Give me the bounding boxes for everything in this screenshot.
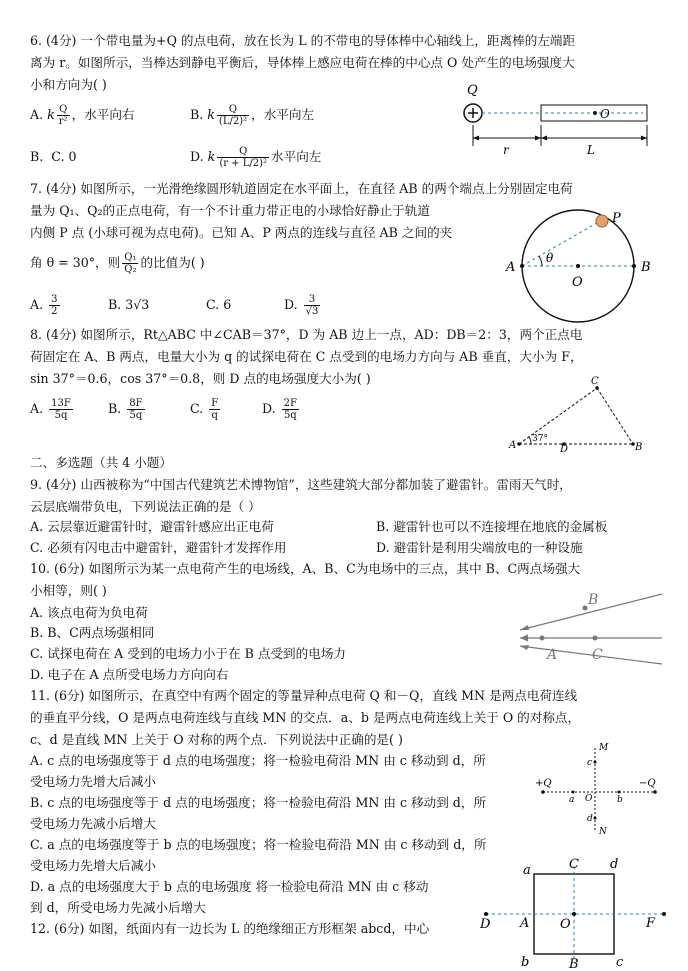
q8-line3: sin 37°＝0.6，cos 37°＝0.8，则 D 点的电场强度大小为( ) (30, 371, 371, 386)
q9-option-b[interactable]: B. 避雷针也可以不连接埋在地底的金属板 (376, 519, 608, 534)
q7-figure (500, 200, 670, 325)
q8-option-b[interactable]: B. $\frac{8F}{5q}$ (108, 398, 143, 421)
q12-fig-d-label: d (610, 857, 619, 872)
q6-option-c[interactable]: B. C. 0 (30, 149, 77, 164)
q6-option-a[interactable]: A. k $\frac{Q}{\text{r²}}$ ，水平向右 (30, 104, 135, 127)
q6-b-fraction: $\frac{Q}{\text{(L/2)²}}$ (218, 104, 248, 127)
q10-line1: 10. (6分) 如图所示为某一点电荷产生的电场线，A、B、C为电场中的三点，其中 B、C两点场强大 (30, 561, 581, 576)
q8-line2: 荷固定在 A、B 两点，电量大小为 q 的试探电荷在 C 点受到的电场力方向与 AB 垂直，大小为 F， (30, 349, 583, 364)
q6-line2: 离为 r。如图所示，当棒达到静电平衡后，导体棒上感应电荷在棒的中心点 O 处产生的电场强度大 (30, 55, 575, 70)
q10-fig-c-label: C (592, 647, 603, 663)
q6-fig-l-label: L (587, 143, 595, 157)
q7-option-a[interactable]: A. $\frac{3}{2}$ (30, 294, 58, 317)
q12-figure (478, 854, 678, 971)
point-a (540, 636, 545, 641)
q11-fig-n-label: N (599, 827, 607, 837)
q8-fig-b-label: B (635, 442, 643, 452)
q11-fig-minus-q-label: −Q (639, 778, 656, 789)
q9-line2: 云层底端带负电，下列说法正确的是（ ） (30, 499, 261, 514)
q7-line3: 内侧 P 点 (小球可视为点电荷)。已知 A、P 两点的连线与直径 AB 之间的夹 (30, 225, 453, 240)
q11-fig-a-label: a (569, 795, 575, 805)
q6-fig-q-label: Q (467, 83, 478, 98)
q12-line1: 12. (6分) 如图，纸面内有一边长为 L 的绝缘细正方形框架 abcd，中心 (30, 921, 430, 936)
q11-option-c-line2[interactable]: 受电场力先增大后减小 (30, 858, 156, 873)
line-ap (522, 220, 602, 266)
q7-option-d[interactable]: D. $\frac{3}{√3}$ (284, 294, 319, 317)
q11-fig-m-label: M (599, 743, 609, 753)
q6-option-b[interactable]: B. k $\frac{Q}{\text{(L/2)²}}$ ，水平向左 (190, 104, 315, 127)
field-line-bottom (520, 646, 662, 664)
q8-fig-a-label: A (509, 440, 517, 451)
q10-option-a[interactable]: A. 该点电荷为负电荷 (30, 605, 148, 620)
q11-option-b-line1[interactable]: B. c 点的电场强度等于 d 点的电场强度；将一检验电荷沿 MN 由 c 移动到 d，所 (30, 795, 487, 810)
point-c (593, 636, 598, 641)
q9-option-d[interactable]: D. 避雷针是利用尖端放电的一种设施 (376, 540, 583, 555)
q8-line1: 8. (4分) 如图所示，Rt△ABC 中∠CAB＝37°，D 为 AB 边上一点，AD：DB＝2：3，两个正点电 (30, 327, 583, 342)
q7-line1: 7. (4分) 如图所示，一光滑绝缘圆形轨道固定在水平面上，在直径 AB 的两个端点上分别固定电荷 (30, 181, 573, 196)
q11-option-b-line2[interactable]: 受电场力先减小后增大 (30, 816, 156, 831)
q6-line3: 小和方向为( ) (30, 77, 107, 92)
q8-option-d[interactable]: D. $\frac{2F}{5q}$ (262, 398, 297, 421)
q8-fig-c-label: C (591, 376, 599, 387)
q10-fig-b-label: B (588, 592, 599, 608)
side-cb (597, 388, 633, 444)
q9-option-a[interactable]: A. 云层靠近避雷针时，避雷针感应出正电荷 (30, 519, 274, 534)
q11-option-a-line1[interactable]: A. c 点的电场强度等于 d 点的电场强度；将一检验电荷沿 MN 由 c 移动到 d，所 (30, 753, 486, 768)
q12-fig-F-label: F (646, 916, 656, 931)
q12-fig-A-label: A (520, 916, 530, 931)
q8-fig-d-label: D (560, 444, 569, 452)
q8-option-c[interactable]: C. $\frac{F}{q}$ (190, 398, 219, 421)
q7-fig-theta-label: θ (546, 251, 554, 265)
q6-d-fraction: $\frac{Q}{\text{(r + L/2)²}}$ (219, 146, 268, 169)
q9-line1: 9. (4分) 山西被称为“中国古代建筑艺术博物馆”，这些建筑大部分都加装了避雷针。雷雨天气时， (30, 477, 572, 492)
q12-fig-B-label: B (569, 957, 579, 971)
q7-fig-b-label: B (641, 260, 651, 275)
q12-fig-C-label: C (569, 857, 579, 872)
q12-fig-c-label: c (616, 955, 624, 970)
q12-fig-O-label: O (560, 917, 571, 932)
point-b (583, 606, 588, 611)
q6-a-fraction: $\frac{Q}{\text{r²}}$ (58, 104, 68, 127)
q11-option-d-line2[interactable]: 到 d，所受电场力先减小后增大 (30, 900, 206, 915)
q7-ratio-fraction: $\frac{\text{Q₁}}{\text{Q₂}}$ (124, 252, 137, 275)
q7-line4: 角 θ = 30°，则 $\frac{\text{Q₁}}{\text{Q₂}}$ 的比值为( ) (30, 252, 205, 275)
q6-figure (455, 80, 655, 160)
section-title-multi-choice: 二、多选题（共 4 小题） (30, 455, 172, 470)
q11-figure (535, 738, 665, 838)
q7-option-b[interactable]: B. 3√3 (108, 297, 150, 312)
ball-p (596, 215, 608, 227)
q10-fig-a-label: A (547, 647, 558, 663)
q7-fig-o-label: O (572, 275, 583, 290)
q8-option-a[interactable]: A. $\frac{13F}{5q}$ (30, 398, 71, 421)
q11-line3: c、d 是直线 MN 上关于 O 对称的两个点．下列说法中正确的是( ) (30, 732, 403, 747)
q12-fig-a-label: a (523, 863, 531, 878)
point-o (593, 111, 597, 115)
q7-fig-p-label: P (612, 211, 621, 226)
q7-fig-a-label: A (506, 260, 516, 275)
q11-option-a-line2[interactable]: 受电场力先增大后减小 (30, 774, 156, 789)
side-ac (519, 388, 597, 444)
q11-fig-b-label: b (617, 795, 623, 805)
q12-fig-b-label: b (521, 955, 530, 970)
q6-line1: 6. (4分) 一个带电量为+Q 的点电荷，放在长为 L 的不带电的导体棒中心轴线上，距离棒的左端距 (30, 33, 576, 48)
q11-fig-c-label: c (587, 758, 593, 768)
q9-option-c[interactable]: C. 必须有闪电击中避雷针，避雷针才发挥作用 (30, 540, 287, 555)
q6-fig-r-label: r (503, 143, 509, 157)
q10-option-b[interactable]: B. B、C两点场强相同 (30, 625, 155, 640)
q8-fig-angle-label: 37° (532, 434, 548, 444)
q6-option-d[interactable]: D. k $\frac{Q}{\text{(r + L/2)²}}$ 水平向左 (190, 146, 322, 169)
q11-fig-plus-q-label: +Q (535, 778, 552, 789)
q10-option-c[interactable]: C. 试探电荷在 A 受到的电场力小于在 B 点受到的电场力 (30, 646, 347, 661)
q7-line2: 量为 Q₁、Q₂的正点电荷，有一个不计重力带正电的小球恰好静止于轨道 (30, 203, 430, 218)
q10-figure (512, 588, 672, 666)
q8-figure (505, 372, 655, 452)
q11-line2: 的垂直平分线，O 是两点电荷连线与直线 MN 的交点．a、b 是两点电荷连线上关于 O 的对称点， (30, 710, 581, 725)
q11-option-d-line1[interactable]: D. a 点的电场强度大于 b 点的电场强度 将一检验电荷沿 MN 由 c 移动 (30, 879, 429, 894)
q11-fig-o-label: O (585, 794, 593, 804)
q6-fig-o-label: O (600, 107, 610, 121)
q10-option-d[interactable]: D. 电子在 A 点所受电场力方向向右 (30, 667, 229, 682)
q11-line1: 11. (6分) 如图所示，在真空中有两个固定的等量异种点电荷 Q 和－Q，直线 MN 是两点电荷连线 (30, 688, 578, 703)
q12-fig-D-label: D (480, 917, 491, 932)
q11-option-c-line1[interactable]: C. a 点的电场强度等于 b 点的电场强度；将一检验电荷沿 MN 由 c 移动到 d，所 (30, 837, 487, 852)
q11-fig-d-label: d (587, 814, 593, 824)
q7-option-c[interactable]: C. 6 (206, 297, 232, 312)
q10-line2: 小相等，则( ) (30, 583, 107, 598)
